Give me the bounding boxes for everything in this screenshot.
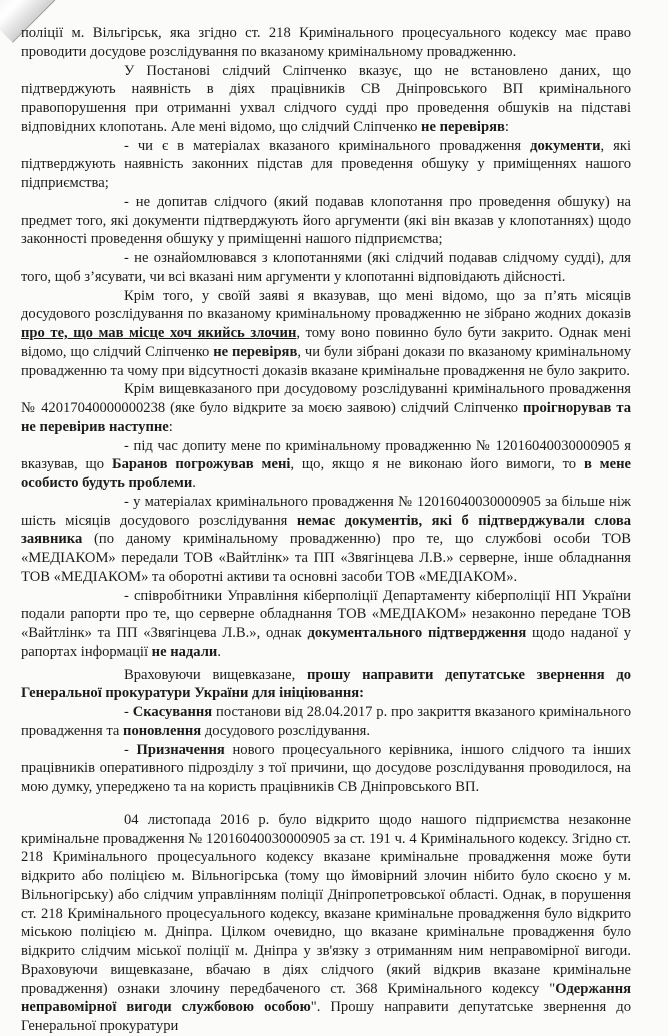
text-run: - [124, 741, 137, 758]
paragraph-p8 [21, 437, 631, 493]
text-run: : [168, 418, 173, 435]
paragraph-p5 [21, 249, 631, 287]
emphasis-text: прошу направити депутатське звернення до Генеральної прокуратури України для ініціювання: [21, 666, 632, 702]
emphasis-text: проігнорував та не перевірив наступне [21, 400, 631, 435]
text-run: 04 листопада 2016 р. було відкрито щодо нашого підприємства незаконне кримінальне провадження № 12016040030000905 за ст. 191 ч. 4 Кримінального кодексу. Згідно ст. 218 Кримінального процесуального кодексу вказане кримінальне провадження може бути відкрито або поліцією м. Вільногірська (тому що ймовірний злочин нібито було скоєно у м. Вільногірську) або слідчим управлінням поліції Дніпропетровської області. Однак, в порушення ст. 218 Кримінального процесуального кодексу, вказане кримінальне провадження було відкрито міською поліцією м. Дніпра. Цілком очевидно, що вказане кримінальне провадження було відкрито слідчим міської поліції м. Дніпра у зв'язку з отриманням ним неправомірної вигоди. Враховуючи вищевказане, вбачаю в діях слідчого (який відкрив вказане кримінальне провадження) ознаки злочину передбаченого ст. 368 Кримінального кодексу " [21, 811, 631, 997]
emphasis-text: Скасування [132, 704, 213, 720]
paragraph-p3 [21, 137, 631, 193]
text-run: ". Прошу направити депутатське звернення до Генеральної прокуратури [21, 999, 631, 1034]
text-run: - у матеріалах кримінального провадження № 12016040030000905 за більше ніж шість місяців досудового розслідування [21, 493, 631, 529]
text-run: Враховуючи вищевказане, [124, 666, 307, 683]
text-run: (по даному кримінальному провадженню) про те, що службові особи ТОВ «МЕДІАКОМ» передали ТОВ «Вайтлінк» та ПП «Звягінцева Л.В.» серверне, інше обладнання ТОВ «МЕДІАКОМ» та оборотні активи та основні засоби ТОВ «МЕДІАКОМ». [21, 531, 631, 585]
text-run: досудового розслідування. [201, 722, 370, 739]
emphasis-text: не надали [151, 643, 218, 660]
text-run: - не ознайомлювався з клопотаннями (які слідчий подавав слідчому судді), для того, щоб з’ясувати, чи всі вказані ним аргументи у клопотанні відповідають дійсності. [21, 250, 631, 285]
emphasis-text: про те, що мав місце хоч якийсь злочин [21, 325, 297, 341]
paragraph-p13 [21, 741, 631, 797]
text-run: , що, якщо я не виконаю його вимоги, то [290, 456, 584, 473]
text-run: нового процесуального керівника, іншого слідчого та інших працівників оперативного підрозділу з тої причини, що досудове розслідування проводилося, на мою думку, упереджено та на користь працівників СВ Дніпровського ВП. [21, 741, 631, 795]
paragraph-p7 [21, 380, 631, 436]
text-run: , які підтверджують наявність законних підстав для проведення обшуку у приміщеннях нашого підприємства; [21, 137, 631, 191]
text-run: . [192, 475, 196, 491]
text-run: : [504, 118, 509, 135]
text-run: поліції м. Вільгірськ, яка згідно ст. 218 Кримінального процесуального кодексу має право проводити досудове розслідування по вказаному кримінальному провадженню. [21, 25, 631, 60]
paragraph-p14 [21, 811, 631, 1036]
text-run: - не допитав слідчого (який подавав клопотання про проведення обшуку) на предмет того, які документи підтверджують його аргументи (які він вказав у клопотаннях) щодо законності проведення обшуку у приміщенні нашого підприємства; [21, 193, 631, 248]
text-run: - [124, 704, 133, 720]
text-run: У Постанові слідчий Сліпченко вказує, що не встановлено даних, що підтверджують наявність в діях працівників СВ Дніпровського ВП кримінального правопорушення при отриманні ухвал слідчого судді про проведення обшуків на підставі відповідних клопотань. Але мені відомо, що слідчий Сліпченко [21, 62, 631, 135]
emphasis-text: не перевіряв [421, 118, 505, 135]
text-run: Крім того, у своїй заяві я вказував, що мені відомо, що за п’ять місяців досудового розслідування по вказаному кримінальному провадженню не зібрано жодних доказів [21, 287, 631, 323]
paragraph-p11 [21, 666, 631, 704]
text-run: - чи є в матеріалах вказаного кримінального провадження [124, 137, 531, 154]
paragraph-p10 [21, 587, 631, 662]
paragraph-p4 [21, 193, 631, 249]
text-run: , чи були зібрані докази по вказаному кримінальному провадженню та чому при відсутності доказів вказане кримінальне провадження не було закрито. [21, 343, 631, 379]
text-run: щодо наданої у рапортах інформації [21, 625, 631, 660]
text-run: . [217, 643, 221, 660]
paragraph-p1 [21, 24, 631, 62]
paragraph-p9 [21, 493, 631, 587]
emphasis-text: Призначення [136, 741, 225, 758]
paragraph-p6 [21, 287, 631, 381]
text-run: постанови від 28.04.2017 р. про закриття вказаного кримінального провадження та [21, 704, 631, 739]
emphasis-text: документи [530, 137, 601, 154]
emphasis-text: поновлення [123, 722, 202, 739]
text-run: - співробітники Управління кіберполіції Департаменту кіберполіції НП України подали рапорти про те, що серверне обладнання ТОВ «МЕДІАКОМ» незаконно передане ТОВ «Вайтлінк» та ПП «Звягінцева Л.В.», однак [21, 587, 631, 641]
emphasis-text: Баранов погрожував мені [111, 456, 291, 473]
document-page [21, 24, 631, 1036]
emphasis-text: в мене особисто будуть проблеми [21, 456, 631, 491]
emphasis-text: не перевіряв [213, 343, 298, 360]
emphasis-text: документального підтвердження [307, 625, 527, 641]
text-run: - під час допиту мене по кримінальному провадженню № 12016040030000905 я вказував, що [21, 437, 631, 473]
text-run: , тому воно повинно було бути закрито. Однак мені відомо, що слідчий Сліпченко [21, 325, 632, 360]
emphasis-text: Одержання неправомірної вигоди службовою особою [21, 980, 631, 1016]
paragraph-p12 [21, 703, 631, 741]
paragraph-p2 [21, 62, 631, 137]
text-run: Крім вищевказаного при досудовому розслідуванні кримінального провадження № 42017040000000238 (яке було відкрите за моєю заявою) слідчий Сліпченко [21, 381, 631, 416]
emphasis-text: немає документів, які б підтверджували слова заявника [21, 512, 631, 548]
